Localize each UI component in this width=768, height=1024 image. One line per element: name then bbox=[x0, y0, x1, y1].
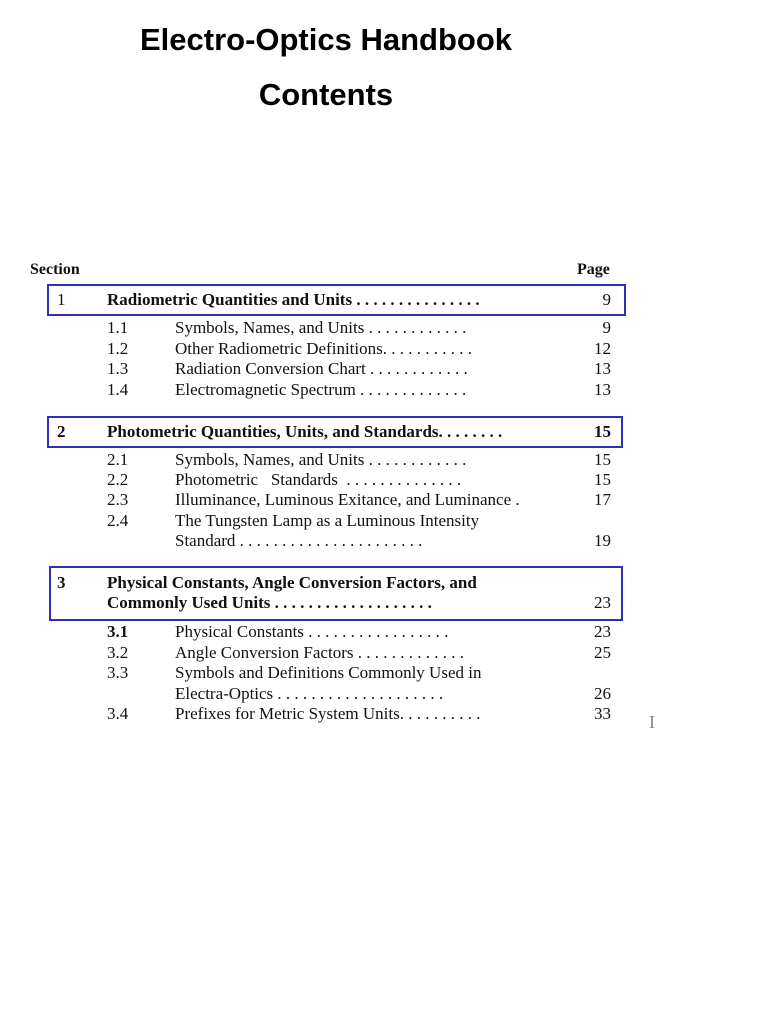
entry-title: Angle Conversion Factors . . . . . . . . . . . . . bbox=[175, 643, 464, 662]
section-title-continued: Commonly Used Units . . . . . . . . . . . . . . . . . . . bbox=[107, 593, 432, 612]
page-number: 33 bbox=[594, 704, 611, 723]
entry-number: 1.2 bbox=[107, 339, 129, 358]
toc-entry-3-3-continued[interactable] bbox=[0, 684, 768, 704]
entry-number: 2.3 bbox=[107, 490, 129, 509]
toc-entry-1-1[interactable] bbox=[0, 318, 768, 338]
page-number: 13 bbox=[594, 380, 611, 399]
entry-title: Electromagnetic Spectrum . . . . . . . . . . . . . bbox=[175, 380, 467, 399]
entry-number: 2.1 bbox=[107, 450, 129, 469]
entry-number: 2.2 bbox=[107, 470, 129, 489]
page-number: 9 bbox=[602, 290, 611, 309]
page-column-header: Page bbox=[577, 261, 610, 278]
entry-number: 1.4 bbox=[107, 380, 129, 399]
toc-entry-3-2[interactable] bbox=[0, 643, 768, 663]
entry-title: Other Radiometric Definitions. . . . . . . . . . . bbox=[175, 339, 472, 358]
entry-title: Photometric Standards . . . . . . . . . . . . . . bbox=[175, 470, 462, 489]
entry-title-continued: Standard . . . . . . . . . . . . . . . . . . . . . . bbox=[175, 531, 423, 550]
entry-number: 3.3 bbox=[107, 663, 129, 682]
toc-section-2[interactable] bbox=[0, 422, 768, 442]
toc-entry-3-3[interactable] bbox=[0, 663, 768, 683]
section-title: Photometric Quantities, Units, and Standards. . . . . . . . bbox=[107, 422, 503, 441]
page-number: 15 bbox=[594, 422, 611, 441]
page-number: 23 bbox=[594, 622, 611, 641]
page-number: 17 bbox=[594, 490, 611, 509]
entry-title: Radiation Conversion Chart . . . . . . . . . . . . bbox=[175, 359, 468, 378]
toc-entry-2-2[interactable] bbox=[0, 470, 768, 490]
page-number: 19 bbox=[594, 531, 611, 550]
entry-title: Prefixes for Metric System Units. . . . . . . . . . bbox=[175, 704, 481, 723]
page-number: 15 bbox=[594, 450, 611, 469]
entry-title-continued: Electra-Optics . . . . . . . . . . . . . . . . . . . . bbox=[175, 684, 444, 703]
page-number: 12 bbox=[594, 339, 611, 358]
stray-scan-mark: I bbox=[649, 712, 655, 732]
entry-title: Symbols and Definitions Commonly Used in bbox=[175, 663, 482, 682]
page-number: 25 bbox=[594, 643, 611, 662]
entry-title: Symbols, Names, and Units . . . . . . . . . . . . bbox=[175, 318, 467, 337]
section-title: Physical Constants, Angle Conversion Factors, and bbox=[107, 573, 477, 592]
section-number: 1 bbox=[57, 290, 66, 309]
section-number: 2 bbox=[57, 422, 66, 441]
entry-number: 3.4 bbox=[107, 704, 129, 723]
page-number: 13 bbox=[594, 359, 611, 378]
toc-section-3-continued[interactable] bbox=[0, 593, 768, 613]
entry-title: The Tungsten Lamp as a Luminous Intensity bbox=[175, 511, 480, 530]
toc-entry-2-3[interactable] bbox=[0, 490, 768, 510]
toc-entry-3-1[interactable] bbox=[0, 622, 768, 642]
entry-number: 2.4 bbox=[107, 511, 129, 530]
toc-section-1[interactable] bbox=[0, 290, 768, 310]
section-title: Radiometric Quantities and Units . . . . . . . . . . . . . . . bbox=[107, 290, 480, 309]
section-number: 3 bbox=[57, 573, 66, 592]
toc-entry-2-1[interactable] bbox=[0, 450, 768, 470]
entry-title: Symbols, Names, and Units . . . . . . . . . . . . bbox=[175, 450, 467, 469]
entry-number: 3.1 bbox=[107, 622, 129, 641]
page-number: 9 bbox=[602, 318, 611, 337]
toc-entry-2-4-continued[interactable] bbox=[0, 531, 768, 551]
toc-entry-1-2[interactable] bbox=[0, 339, 768, 359]
section-column-header: Section bbox=[30, 261, 80, 278]
document-title: Electro-Optics Handbook bbox=[139, 22, 513, 57]
entry-title: Illuminance, Luminous Exitance, and Luminance . bbox=[175, 490, 520, 509]
toc-section-3[interactable] bbox=[0, 573, 768, 593]
page-number: 23 bbox=[594, 593, 611, 612]
entry-number: 3.2 bbox=[107, 643, 129, 662]
entry-number: 1.1 bbox=[107, 318, 129, 337]
contents-heading: Contents bbox=[258, 77, 394, 112]
entry-title: Physical Constants . . . . . . . . . . . . . . . . . bbox=[175, 622, 449, 641]
toc-entry-2-4[interactable] bbox=[0, 511, 768, 531]
page-number: 15 bbox=[594, 470, 611, 489]
entry-number: 1.3 bbox=[107, 359, 129, 378]
page-number: 26 bbox=[594, 684, 611, 703]
toc-entry-1-3[interactable] bbox=[0, 359, 768, 379]
toc-entry-1-4[interactable] bbox=[0, 380, 768, 400]
